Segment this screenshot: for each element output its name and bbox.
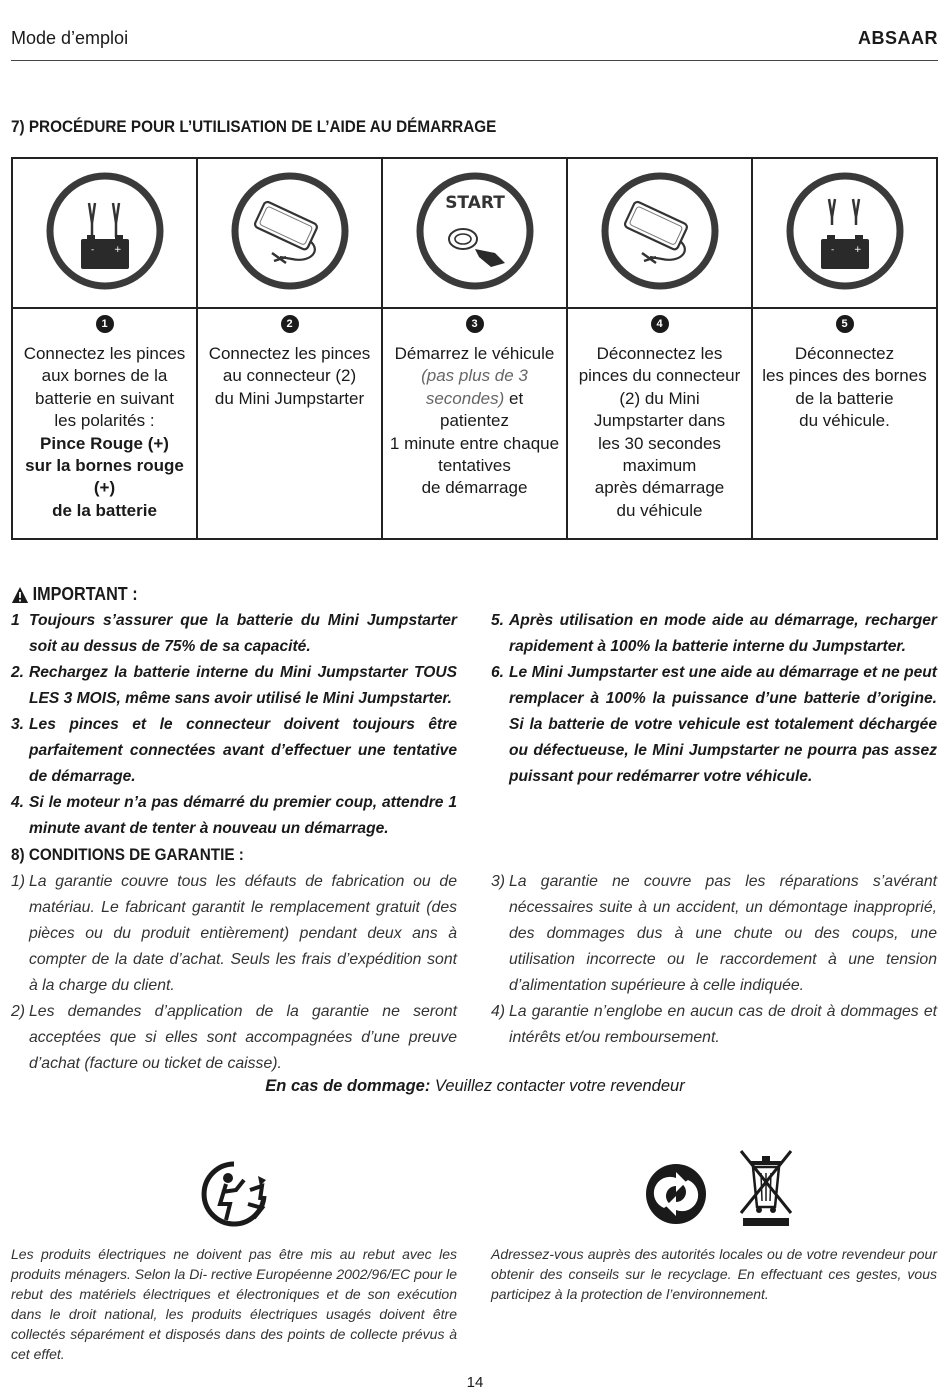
step4-line: maximum (622, 456, 697, 476)
step3-cell (382, 308, 567, 539)
step1-line: batterie en suivant (35, 388, 174, 408)
warranty-item: 1) La garantie couvre tous les défauts de fabrication ou de matériau. Le fabricant garantit le remplacement gratuit (des pièces ou du produit entièrement) pendant deux ans à compter de la date d’achat. Seuls les frais d’expédition sont à la charge du client. (11, 873, 457, 994)
step1-line: les polarités : (54, 411, 155, 431)
damage-text: Veuillez contacter votre revendeur (430, 1077, 685, 1095)
damage-notice (0, 1077, 950, 1096)
warranty-list-right (491, 869, 937, 1051)
page-header (11, 26, 938, 61)
step5-line: de la batterie (795, 388, 894, 408)
step5-text (759, 343, 930, 433)
battery-clamps-icon (785, 171, 905, 291)
step2-cell (197, 308, 382, 539)
important-item: 5. Après utilisation en mode aide au démarrage, recharger rapidement à 100% la batterie interne du Jumpstarter. (491, 612, 937, 655)
warranty-item: 3) La garantie ne couvre pas les réparations s’avérant nécessaires suite à un accident, un démontage inapproprié, des dommages dus à une chute ou des coups, une utilisation incorrecte ou le raccordement à une tension d’alimentation supérieure à celle indiquée. (491, 873, 937, 994)
warranty-item: 4) La garantie n’englobe en aucun cas de droit à dommages et intérêts et/ou remboursement. (491, 1003, 937, 1046)
warranty-list-left (11, 869, 457, 1077)
section7-title: 7) PROCÉDURE POUR L’UTILISATION DE L’AIDE AU DÉMARRAGE (11, 117, 497, 136)
step3-number: 3 (466, 315, 484, 333)
recycling-text-left: Les produits électriques ne doivent pas être mis au rebut avec les produits ménagers. Selon la Di- rective Européenne 2002/96/EC pour le rebut des matériels électriques et électroniques et de son exécution dans le droit national, les produits électriques usagés doivent être collectés séparément et disposés dans des points de collecte prévus à cet effet. (11, 1246, 457, 1362)
step1-text (19, 343, 190, 522)
step3-text (389, 343, 560, 500)
step4-line: (2) du Mini (619, 388, 700, 408)
step5-cell (752, 308, 937, 539)
section8-title: 8) CONDITIONS DE GARANTIE : (11, 845, 244, 864)
step4-cell (567, 308, 752, 539)
warning-icon (11, 586, 29, 604)
step2-number: 2 (281, 315, 299, 333)
step3-italic-span: secondes) (425, 388, 505, 408)
header-doc-type: Mode d’emploi (11, 28, 129, 48)
svg-text:+: + (113, 244, 122, 255)
step1-number: 1 (96, 315, 114, 333)
step3-line: Démarrez le véhicule (394, 344, 555, 363)
important-heading (11, 584, 138, 605)
step1-line: Connectez les pinces (23, 344, 186, 363)
recycling-text-right: Adressez-vous auprès des autorités locales ou de votre revendeur pour obtenir des conseils sur le recyclage. En effectuant ces gestes, vous participez à la protection de l’environnement. (491, 1246, 937, 1302)
step4-line: après démarrage (594, 478, 725, 498)
step3-line: de démarrage (421, 478, 528, 498)
step3-line: 1 minute entre chaque (389, 433, 560, 453)
step5-icon-cell (752, 158, 937, 308)
step4-line: Déconnectez les (596, 344, 723, 363)
jumpstarter-connector-icon (600, 171, 720, 291)
important-item: 3. Les pinces et le connecteur doivent toujours être parfaitement connectées avant d’effectuer une tentative de démarrage. (11, 716, 457, 785)
step5-line: les pinces des bornes (762, 366, 927, 386)
step3-line: tentatives (438, 456, 511, 476)
step4-line: Jumpstarter dans (593, 411, 726, 431)
step2-text (204, 343, 375, 410)
green-dot-icon (644, 1162, 708, 1226)
triman-recycling-icon (200, 1160, 270, 1228)
step4-line: les 30 secondes (598, 433, 721, 453)
important-list-right (491, 608, 937, 790)
step4-line: pinces du connecteur (578, 366, 741, 386)
step2-icon-cell (197, 158, 382, 308)
jumpstarter-connector-icon (230, 171, 350, 291)
step3-italic-line: (pas plus de 3 (421, 366, 528, 386)
damage-bold: En cas de dommage: (265, 1077, 431, 1095)
step5-line: du véhicule. (799, 411, 890, 431)
step2-line: au connecteur (2) (222, 366, 357, 386)
step1-cell (12, 308, 197, 539)
step1-bold-line: Pince Rouge (+) (40, 433, 169, 453)
procedure-table (11, 157, 938, 540)
warranty-item: 2) Les demandes d’application de la garantie ne seront acceptées que si elles sont accompagnées d’une preuve d’achat (facture ou ticket de caisse). (11, 1003, 457, 1072)
step4-line: du véhicule (616, 500, 703, 520)
step4-icon-cell (567, 158, 752, 308)
start-label: START (444, 192, 505, 213)
important-item: 2. Rechargez la batterie interne du Mini Jumpstarter TOUS LES 3 MOIS, même sans avoir utilisé le Mini Jumpstarter. (11, 664, 457, 707)
svg-text:-: - (830, 244, 834, 255)
step1-bold-line: de la batterie (52, 500, 157, 520)
important-item: 4. Si le moteur n’a pas démarré du premier coup, attendre 1 minute avant de tenter à nouveau un démarrage. (11, 794, 457, 837)
important-item: 1 Toujours s’assurer que la batterie du Mini Jumpstarter soit au dessus de 75% de sa capacité. (11, 612, 457, 655)
step4-text (574, 343, 745, 522)
crossed-bin-icon (737, 1147, 795, 1229)
start-key-icon (415, 171, 535, 291)
page-number: 14 (466, 1374, 484, 1391)
svg-text:+: + (853, 244, 862, 255)
step3-icon-cell (382, 158, 567, 308)
step1-bold-line: sur la bornes rouge (+) (25, 456, 184, 498)
step5-number: 5 (836, 315, 854, 333)
important-title: IMPORTANT : (32, 584, 138, 604)
step5-line: Déconnectez (794, 344, 895, 363)
header-brand: ABSAAR (857, 28, 938, 48)
step1-icon-cell (12, 158, 197, 308)
step4-number: 4 (651, 315, 669, 333)
step2-line: Connectez les pinces (208, 344, 371, 363)
battery-clamps-icon (45, 171, 165, 291)
svg-text:-: - (90, 244, 94, 255)
step1-line: aux bornes de la (41, 366, 168, 386)
important-item: 6. Le Mini Jumpstarter est une aide au démarrage et ne peut remplacer à 100% la puissance d’une batterie d’origine. Si la batterie de votre vehicule est totalement déchargée ou défectueuse, le Mini Jumpstarter ne pourra pas assez puissant pour redémarrer votre véhicule. (491, 664, 937, 785)
important-list-left (11, 608, 457, 842)
step3-span: et patientez (440, 388, 524, 431)
step2-line: du Mini Jumpstarter (214, 388, 365, 408)
